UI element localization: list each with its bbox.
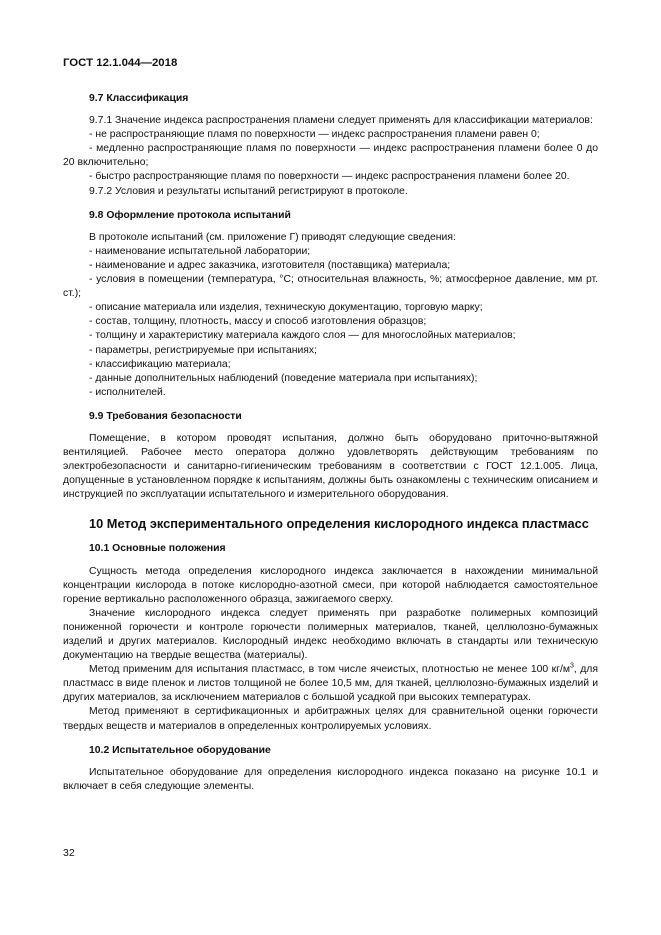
- list-item: - медленно распространяющие пламя по поверхности — индекс распространения пламени более 0 до 20 включительно;: [63, 143, 598, 169]
- paragraph-10-1-2: Значение кислородного индекса следует применять при разработке полимерных композиций пониженной горючести и контроле горючести полимерных материалов, тканей, целлюлозно-бумажных изделий и других материалов. Кислородный индекс необходимо включать в стандарты или техническую документацию на твердые вещества (материалы).: [63, 607, 598, 662]
- list-item: - параметры, регистрируемые при испытаниях;: [89, 344, 318, 356]
- paragraph-9-8-intro: В протоколе испытаний (см. приложение Г) приводят следующие сведения:: [89, 231, 456, 243]
- paragraph-10-1-1: Сущность метода определения кислородного индекса заключается в нахождении минимальной концентрации кислорода в потоке кислородно-азотной смеси, при которой наблюдается самостоятельное горение вертикально расположенного образца, зажигаемого сверху.: [63, 565, 598, 605]
- list-item: - описание материала или изделия, техническую документацию, торговую марку;: [89, 302, 483, 314]
- list-item: - быстро распространяющие пламя по поверхности — индекс распространения пламени более 20.: [89, 171, 570, 183]
- paragraph-9-9: Помещение, в котором проводят испытания, должно быть оборудовано приточно-вытяжной вентиляцией. Рабочее место оператора должно удовлетворять действующим требованиям по электробезопасности и санитарно-гигиеническим требованиям в соответствии с ГОСТ 12.1.005. Лица, допущенные в установленном порядке к испытаниям, должны быть ознакомлены с техническим описанием и инструкцией по эксплуатации испытательного и измерительного оборудования.: [63, 432, 598, 501]
- paragraph-9-7-2: 9.7.2 Условия и результаты испытаний регистрируют в протоколе.: [89, 185, 408, 197]
- paragraph-10-1-3: [63, 663, 598, 705]
- list-item: - наименование и адрес заказчика, изготовителя (поставщика) материала;: [89, 259, 451, 271]
- list-item: - толщину и характеристику материала каждого слоя — для многослойных материалов;: [89, 330, 516, 342]
- paragraph-text: Метод применим для испытания пластмасс, в том числе ячеистых, плотностью не менее 100 кг/м: [89, 664, 570, 676]
- list-item: - наименование испытательной лаборатории;: [89, 245, 311, 257]
- list-item: - не распространяющие пламя по поверхности — индекс распространения пламени равен 0;: [89, 129, 540, 141]
- list-item: - исполнителей.: [89, 386, 166, 398]
- standard-header: ГОСТ 12.1.044—2018: [63, 57, 178, 69]
- paragraph-10-2: Испытательное оборудование для определения кислородного индекса показано на рисунке 10.1 и включает в себя следующие элементы.: [63, 766, 598, 792]
- section-heading-10-1: 10.1 Основные положения: [89, 543, 226, 555]
- superscript: 3: [569, 662, 574, 670]
- paragraph-10-1-4: Метод применяют в сертификационных и арбитражных целях для сравнительной оценки горючести твердых веществ и материалов в определенных контролируемых условиях.: [63, 706, 598, 732]
- section-heading-9-8: 9.8 Оформление протокола испытаний: [89, 209, 291, 221]
- page-number: 32: [63, 847, 75, 859]
- chapter-heading-10: 10 Метод экспериментального определения кислородного индекса пластмасс: [89, 516, 589, 532]
- list-item: - данные дополнительных наблюдений (поведение материала при испытаниях);: [89, 372, 478, 384]
- page-content: [63, 92, 598, 794]
- paragraph-text: , для пластмасс в виде пленок и листов толщиной не более 10,5 мм, для тканей, целлюлозно-бумажных изделий и других материалов, за исключением материалов с большой усадкой при высоких температурах.: [63, 664, 598, 704]
- paragraph-9-7-1: 9.7.1 Значение индекса распространения пламени следует применять для классификации материалов:: [89, 115, 593, 127]
- section-heading-10-2: 10.2 Испытательное оборудование: [89, 744, 271, 756]
- list-item: - состав, толщину, плотность, массу и способ изготовления образцов;: [89, 316, 427, 328]
- section-heading-9-7: 9.7 Классификация: [89, 93, 189, 104]
- list-item: - классификацию материала;: [89, 358, 231, 370]
- section-heading-9-9: 9.9 Требования безопасности: [89, 410, 242, 422]
- list-item: - условия в помещении (температура, °С; относительная влажность, %; атмосферное давление, мм рт. ст.);: [63, 274, 598, 300]
